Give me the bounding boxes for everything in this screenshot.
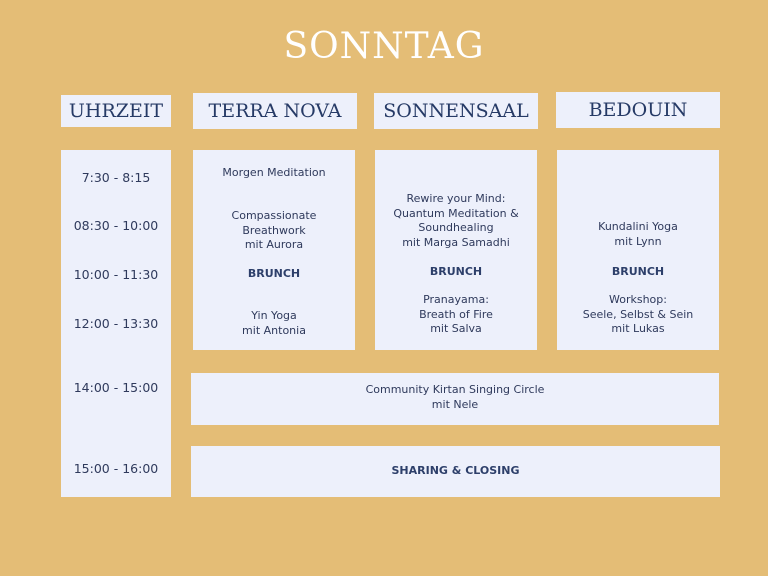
session-yin-yoga: Yin Yoga mit Antonia [242, 309, 306, 337]
time-column [61, 150, 171, 497]
header-sonnensaal: SONNENSAAL [374, 93, 538, 129]
time-slot-1: 7:30 - 8:15 [81, 170, 151, 185]
session-morgen-meditation: Morgen Meditation [222, 166, 326, 179]
time-slot-6: 15:00 - 16:00 [73, 461, 159, 476]
time-slot-5: 14:00 - 15:00 [73, 380, 159, 395]
session-workshop: Workshop: Seele, Selbst & Sein mit Lukas [582, 293, 694, 335]
session-community-kirtan: Community Kirtan Singing Circle mit Nele [365, 383, 545, 411]
session-rewire-your-mind: Rewire your Mind: Quantum Meditation & Soundhealing mit Marga Samadhi [393, 192, 519, 249]
brunch-label: BRUNCH [429, 265, 483, 278]
time-slot-2: 08:30 - 10:00 [73, 218, 159, 233]
brunch-label: BRUNCH [611, 265, 665, 278]
time-slot-3: 10:00 - 11:30 [73, 267, 159, 282]
brunch-label: BRUNCH [247, 267, 301, 280]
header-terra-nova: TERRA NOVA [193, 93, 357, 129]
sharing-closing-label: SHARING & CLOSING [391, 464, 520, 477]
sonnensaal-column [375, 150, 537, 350]
header-uhrzeit: UHRZEIT [61, 95, 171, 127]
kirtan-row [191, 373, 719, 425]
bedouin-column [557, 150, 719, 350]
session-compassionate-breathwork: Compassionate Breathwork mit Aurora [231, 209, 317, 251]
session-kundalini-yoga: Kundalini Yoga mit Lynn [598, 220, 678, 248]
time-slot-4: 12:00 - 13:30 [73, 316, 159, 331]
terra-nova-column [193, 150, 355, 350]
closing-row [191, 446, 720, 497]
session-pranayama: Pranayama: Breath of Fire mit Salva [419, 293, 493, 335]
page-title: SONNTAG [283, 26, 485, 67]
header-bedouin: BEDOUIN [556, 92, 720, 128]
